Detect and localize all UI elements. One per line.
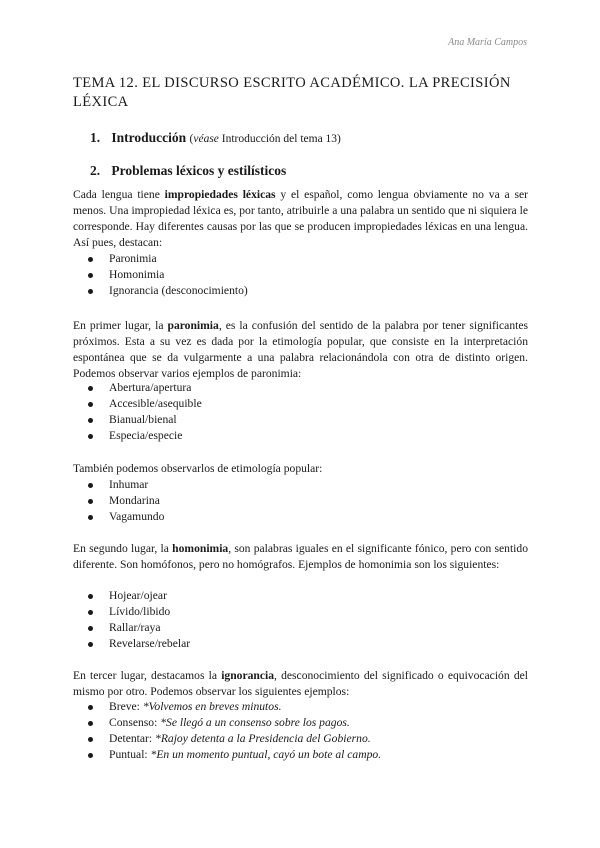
list-etimologia [88, 477, 164, 525]
paragraph-etimologia: También podemos observarlos de etimología popular: [73, 462, 323, 475]
section-title: Problemas léxicos y estilísticos [111, 163, 287, 178]
list-item: Mondarina [88, 493, 164, 509]
list-item: Hojear/ojear [88, 588, 190, 604]
list-item: Puntual: *En un momento puntual, cayó un bote al campo. [88, 747, 381, 763]
section-number: 1. [90, 130, 101, 145]
list-paronimia [88, 380, 202, 444]
section-number: 2. [90, 163, 101, 178]
list-item: Accesible/asequible [88, 396, 202, 412]
list-homonimia [88, 588, 190, 652]
list-item: Breve: *Volvemos en breves minutos. [88, 699, 381, 715]
list-item: Rallar/raya [88, 620, 190, 636]
author-header: Ana María Campos [448, 37, 527, 48]
list-item: Paronimia [88, 251, 248, 267]
list-item: Especia/especie [88, 428, 202, 444]
section-problemas-heading [90, 163, 286, 179]
section-note: (véase Introducción del tema 13) [189, 133, 341, 145]
paragraph-homonimia: En segundo lugar, la homonimia, son palabras iguales en el significante fónico, pero con sentido diferente. Son homófonos, pero no homógrafos. Ejemplos de homonimia son los siguientes: [73, 542, 528, 571]
list-item: Revelarse/rebelar [88, 636, 190, 652]
document-title: TEMA 12. EL DISCURSO ESCRITO ACADÉMICO. LA PRECISIÓN LÉXICA [73, 75, 511, 110]
section-title: Introducción [111, 130, 187, 145]
list-item: Consenso: *Se llegó a un consenso sobre los pagos. [88, 715, 381, 731]
list-item: Abertura/apertura [88, 380, 202, 396]
list-causas [88, 251, 248, 299]
list-item: Lívido/libido [88, 604, 190, 620]
paragraph-ignorancia: En tercer lugar, destacamos la ignorancia, desconocimiento del significado o equivocación del mismo por otro. Podemos observar los siguientes ejemplos: [73, 669, 528, 698]
list-item: Detentar: *Rajoy detenta a la Presidencia del Gobierno. [88, 731, 381, 747]
paragraph-paronimia: En primer lugar, la paronimia, es la confusión del sentido de la palabra por tener significantes próximos. Esta a su vez es dada por la etimología popular, que consiste en la interpretación espontánea que se da vulgarmente a una palabra relacionándola con otra de distinto origen. Podemos observar varios ejemplos de paronimia: [73, 319, 528, 380]
list-ignorancia [88, 699, 381, 763]
list-item: Homonimia [88, 267, 248, 283]
list-item: Bianual/bienal [88, 412, 202, 428]
list-item: Vagamundo [88, 509, 164, 525]
list-item: Inhumar [88, 477, 164, 493]
section-introduccion-heading [90, 130, 341, 147]
paragraph-impropiedades: Cada lengua tiene impropiedades léxicas y el español, como lengua obviamente no va a ser menos. Una impropiedad léxica es, por tanto, atribuirle a una palabra un sentido que ni siquiera le corresponde. Hay diferentes causas por las que se producen impropiedades léxicas en una lengua. Así pues, destacan: [73, 188, 528, 249]
list-item: Ignorancia (desconocimiento) [88, 283, 248, 299]
